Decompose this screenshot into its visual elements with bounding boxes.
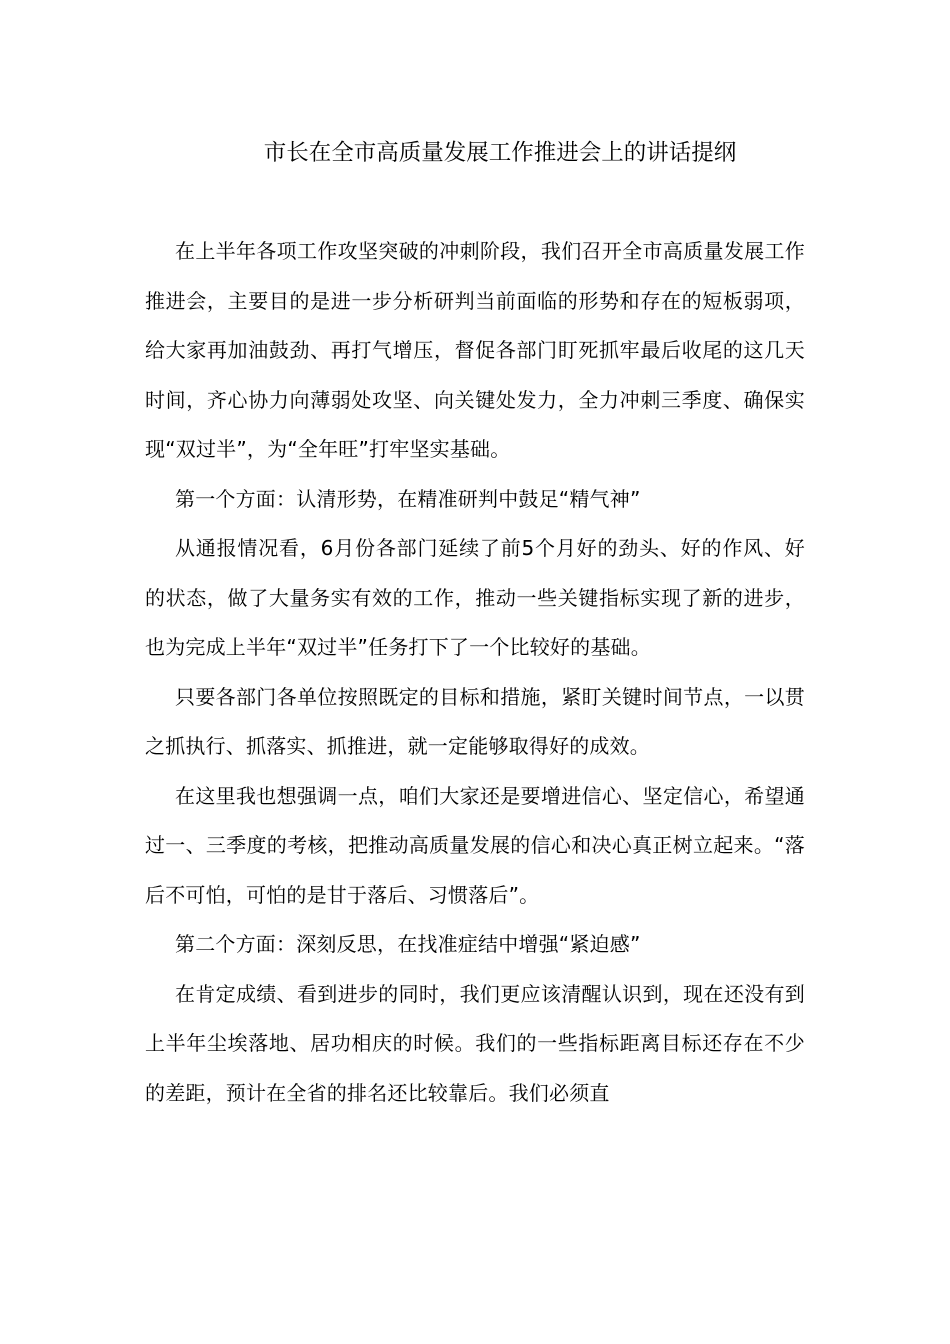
paragraph: 从通报情况看，6月份各部门延续了前5个月好的劲头、好的作风、好的状态，做了大量务实有效的工作，推动一些关键指标实现了新的进步，也为完成上半年“双过半”任务打下了一个比较好的基础。 <box>145 536 805 659</box>
paragraph: 只要各部门各单位按照既定的目标和措施，紧盯关键时间节点，一以贯之抓执行、抓落实、抓推进，就一定能够取得好的成效。 <box>145 684 805 758</box>
paragraph: 在这里我也想强调一点，咱们大家还是要增进信心、坚定信心，希望通过一、三季度的考核，把推动高质量发展的信心和决心真正树立起来。“落后不可怕，可怕的是甘于落后、习惯落后”。 <box>145 783 805 907</box>
paragraph: 在肯定成绩、看到进步的同时，我们更应该清醒认识到，现在还没有到上半年尘埃落地、居功相庆的时候。我们的一些指标距离目标还存在不少的差距，预计在全省的排名还比较靠后。我们必须直 <box>145 981 805 1105</box>
section-heading-1: 第一个方面：认清形势，在精准研判中鼓足“精气神” <box>175 486 641 511</box>
paragraph-intro: 在上半年各项工作攻坚突破的冲刺阶段，我们召开全市高质量发展工作推进会，主要目的是进一步分析研判当前面临的形势和存在的短板弱项，给大家再加油鼓劲、再打气增压，督促各部门盯死抓牢最后收尾的这几天时间，齐心协力向薄弱处攻坚、向关键处发力，全力冲刺三季度、确保实现“双过半”，为“全年旺”打牢坚实基础。 <box>145 239 805 461</box>
document-title: 市长在全市高质量发展工作推进会上的讲话提纲 <box>263 140 737 166</box>
document-body <box>145 227 805 1118</box>
section-heading-2: 第二个方面：深刻反思，在找准症结中增强“紧迫感” <box>175 932 641 956</box>
